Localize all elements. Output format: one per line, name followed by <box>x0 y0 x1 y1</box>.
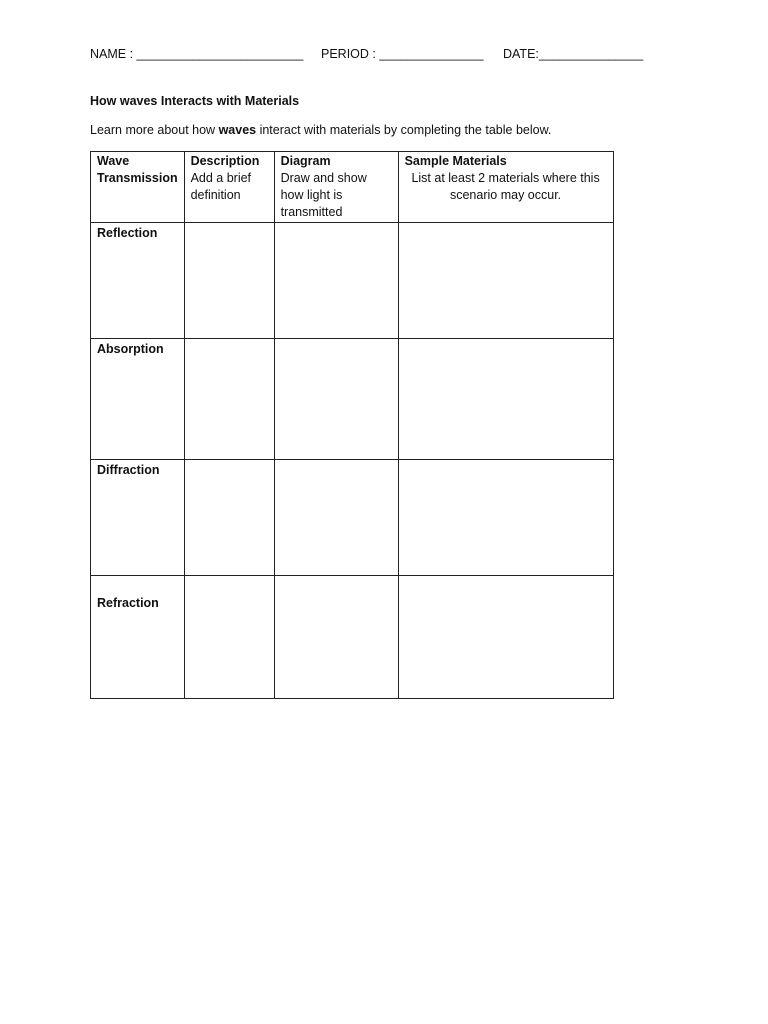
name-field[interactable]: NAME : ________________________ <box>90 47 304 61</box>
header-description <box>184 152 274 223</box>
instructions-after: interact with materials by completing the table below. <box>256 123 552 137</box>
row-label-cell <box>91 460 185 576</box>
diagram-cell[interactable] <box>274 223 398 339</box>
instructions-bold: waves <box>218 123 257 137</box>
sample-materials-cell[interactable] <box>398 460 613 576</box>
header-wave-transmission <box>91 152 185 223</box>
header-diagram <box>274 152 398 223</box>
description-cell[interactable] <box>184 223 274 339</box>
diagram-cell[interactable] <box>274 576 398 699</box>
sample-materials-cell[interactable] <box>398 223 613 339</box>
row-label: Refraction <box>97 596 159 610</box>
diagram-cell[interactable] <box>274 339 398 460</box>
diagram-cell[interactable] <box>274 460 398 576</box>
row-label-cell <box>91 339 185 460</box>
instructions <box>90 123 551 137</box>
header-diagram-title: Diagram <box>280 154 331 168</box>
wave-table <box>90 151 614 699</box>
header-sample-materials-title: Sample Materials <box>404 154 507 168</box>
sample-materials-cell[interactable] <box>398 339 613 460</box>
description-cell[interactable] <box>184 576 274 699</box>
table-header-row <box>91 152 614 223</box>
header-diagram-subtitle: Draw and show how light is transmitted <box>280 171 367 219</box>
row-label-cell <box>91 223 185 339</box>
row-label: Absorption <box>97 342 164 356</box>
sample-materials-cell[interactable] <box>398 576 613 699</box>
header-sample-materials <box>398 152 613 223</box>
table-row <box>91 339 614 460</box>
header-wave-transmission-title: Wave Transmission <box>97 154 178 185</box>
row-label: Diffraction <box>97 463 160 477</box>
description-cell[interactable] <box>184 460 274 576</box>
date-field[interactable]: DATE:_______________ <box>503 47 644 61</box>
worksheet-title: How waves Interacts with Materials <box>90 94 300 108</box>
table-row <box>91 460 614 576</box>
table-row <box>91 223 614 339</box>
row-label: Reflection <box>97 226 158 240</box>
header-description-title: Description <box>190 154 260 168</box>
description-cell[interactable] <box>184 339 274 460</box>
row-label-cell <box>91 576 185 699</box>
header-description-subtitle: Add a brief definition <box>190 171 252 202</box>
header-sample-materials-subtitle: List at least 2 materials where this scenario may occur. <box>411 171 600 202</box>
instructions-before: Learn more about how <box>90 123 219 137</box>
table-row <box>91 576 614 699</box>
period-field[interactable]: PERIOD : _______________ <box>321 47 484 61</box>
